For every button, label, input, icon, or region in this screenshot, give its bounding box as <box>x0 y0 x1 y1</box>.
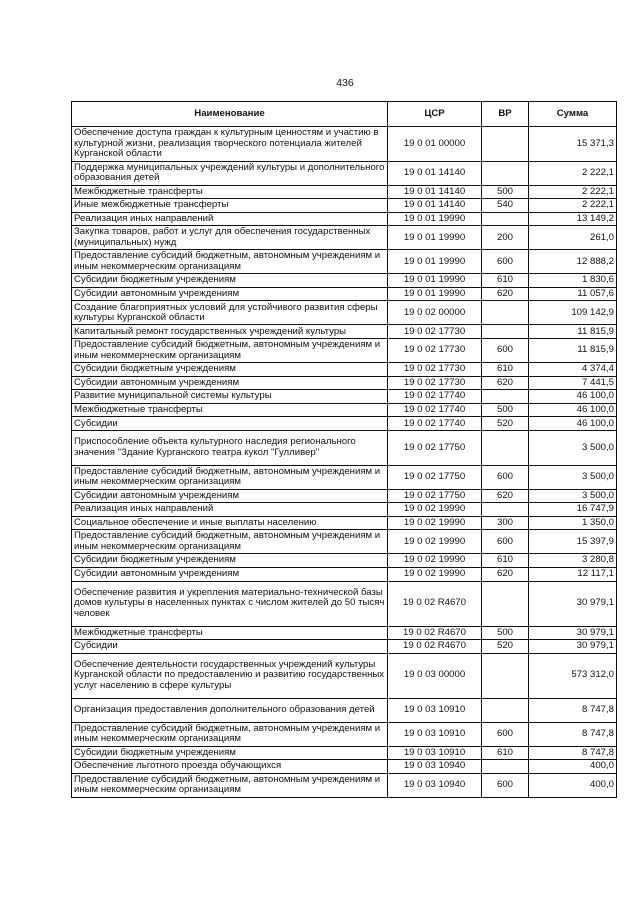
cell-name: Межбюджетные трансферты <box>72 403 388 417</box>
cell-sum: 15 371,3 <box>529 127 617 162</box>
header-csr: ЦСР <box>388 102 482 127</box>
cell-csr: 19 0 01 19990 <box>388 287 482 301</box>
cell-sum: 16 747,9 <box>529 503 617 517</box>
cell-sum: 13 149,2 <box>529 212 617 226</box>
cell-sum: 4 374,4 <box>529 363 617 377</box>
cell-sum: 3 280,8 <box>529 554 617 568</box>
table-row <box>72 640 617 654</box>
cell-csr: 19 0 02 19990 <box>388 554 482 568</box>
cell-sum: 30 979,1 <box>529 581 617 626</box>
cell-vr: 500 <box>482 626 529 640</box>
cell-vr: 600 <box>482 722 529 746</box>
table-row <box>72 390 617 404</box>
cell-vr: 600 <box>482 250 529 274</box>
table-row <box>72 376 617 390</box>
table-row <box>72 339 617 363</box>
cell-name: Социальное обеспечение и иные выплаты населению <box>72 516 388 530</box>
cell-csr: 19 0 02 17750 <box>388 465 482 489</box>
cell-name: Приспособление объекта культурного наследия регионального значения "Здание Курганского театра кукол "Гулливер" <box>72 431 388 466</box>
cell-csr: 19 0 03 10940 <box>388 773 482 797</box>
table-row <box>72 581 617 626</box>
table-row <box>72 301 617 325</box>
cell-vr: 540 <box>482 199 529 213</box>
table-row <box>72 212 617 226</box>
table-row <box>72 417 617 431</box>
cell-name: Организация предоставления дополнительного образования детей <box>72 698 388 722</box>
cell-csr: 19 0 02 19990 <box>388 567 482 581</box>
cell-sum: 11 815,9 <box>529 339 617 363</box>
cell-vr: 600 <box>482 773 529 797</box>
cell-name: Субсидии бюджетным учреждениям <box>72 274 388 288</box>
table-row <box>72 626 617 640</box>
cell-sum: 2 222,1 <box>529 199 617 213</box>
cell-vr <box>482 698 529 722</box>
cell-vr <box>482 161 529 185</box>
cell-vr: 620 <box>482 489 529 503</box>
cell-vr: 610 <box>482 746 529 760</box>
cell-name: Субсидии <box>72 417 388 431</box>
cell-csr: 19 0 02 17740 <box>388 403 482 417</box>
table-row <box>72 653 617 698</box>
cell-name: Обеспечение льготного проезда обучающихся <box>72 760 388 774</box>
table-row <box>72 760 617 774</box>
cell-vr: 520 <box>482 640 529 654</box>
header-sum: Сумма <box>529 102 617 127</box>
cell-vr: 620 <box>482 567 529 581</box>
cell-vr <box>482 390 529 404</box>
cell-name: Субсидии автономным учреждениям <box>72 567 388 581</box>
cell-csr: 19 0 03 10910 <box>388 746 482 760</box>
cell-sum: 8 747,8 <box>529 746 617 760</box>
cell-csr: 19 0 03 10910 <box>388 722 482 746</box>
table-row <box>72 250 617 274</box>
cell-csr: 19 0 02 17730 <box>388 325 482 339</box>
cell-name: Межбюджетные трансферты <box>72 626 388 640</box>
header-row <box>72 102 617 127</box>
cell-name: Предоставление субсидий бюджетным, автономным учреждениям и иным некоммерческим организациям <box>72 773 388 797</box>
cell-csr: 19 0 01 14140 <box>388 185 482 199</box>
cell-sum: 400,0 <box>529 760 617 774</box>
cell-name: Иные межбюджетные трансферты <box>72 199 388 213</box>
cell-csr: 19 0 02 00000 <box>388 301 482 325</box>
cell-vr <box>482 127 529 162</box>
cell-sum: 400,0 <box>529 773 617 797</box>
cell-name: Межбюджетные трансферты <box>72 185 388 199</box>
cell-sum: 12 117,1 <box>529 567 617 581</box>
cell-name: Предоставление субсидий бюджетным, автономным учреждениям и иным некоммерческим организациям <box>72 722 388 746</box>
cell-csr: 19 0 01 14140 <box>388 199 482 213</box>
cell-sum: 3 500,0 <box>529 431 617 466</box>
cell-sum: 1 350,0 <box>529 516 617 530</box>
cell-name: Обеспечение доступа граждан к культурным ценностям и участию в культурной жизни, реализация творческого потенциала жителей Курганской области <box>72 127 388 162</box>
cell-sum: 11 815,9 <box>529 325 617 339</box>
cell-sum: 11 057,6 <box>529 287 617 301</box>
table-row <box>72 226 617 250</box>
cell-sum: 3 500,0 <box>529 465 617 489</box>
table-row <box>72 516 617 530</box>
table-body <box>72 127 617 798</box>
cell-csr: 19 0 02 19990 <box>388 503 482 517</box>
cell-vr: 500 <box>482 403 529 417</box>
cell-name: Субсидии бюджетным учреждениям <box>72 746 388 760</box>
cell-name: Субсидии автономным учреждениям <box>72 287 388 301</box>
cell-vr <box>482 301 529 325</box>
cell-sum: 1 830,6 <box>529 274 617 288</box>
cell-vr <box>482 325 529 339</box>
cell-name: Поддержка муниципальных учреждений культуры и дополнительного образования детей <box>72 161 388 185</box>
table-row <box>72 554 617 568</box>
cell-name: Реализация иных направлений <box>72 503 388 517</box>
cell-name: Субсидии автономным учреждениям <box>72 376 388 390</box>
table-row <box>72 127 617 162</box>
table-row <box>72 431 617 466</box>
cell-csr: 19 0 02 17730 <box>388 376 482 390</box>
cell-vr: 300 <box>482 516 529 530</box>
table-header <box>72 102 617 127</box>
cell-vr: 610 <box>482 554 529 568</box>
cell-csr: 19 0 02 17740 <box>388 417 482 431</box>
cell-name: Субсидии бюджетным учреждениям <box>72 363 388 377</box>
cell-csr: 19 0 02 17750 <box>388 489 482 503</box>
cell-sum: 15 397,9 <box>529 530 617 554</box>
cell-csr: 19 0 03 10940 <box>388 760 482 774</box>
cell-vr <box>482 431 529 466</box>
page-number: 436 <box>336 77 354 89</box>
cell-sum: 261,0 <box>529 226 617 250</box>
cell-csr: 19 0 01 19990 <box>388 274 482 288</box>
cell-vr <box>482 212 529 226</box>
cell-sum: 30 979,1 <box>529 640 617 654</box>
cell-sum: 109 142,9 <box>529 301 617 325</box>
cell-vr: 600 <box>482 339 529 363</box>
cell-vr: 620 <box>482 376 529 390</box>
cell-name: Развитие муниципальной системы культуры <box>72 390 388 404</box>
table-row <box>72 530 617 554</box>
table-row <box>72 287 617 301</box>
cell-csr: 19 0 01 19990 <box>388 226 482 250</box>
cell-sum: 2 222,1 <box>529 185 617 199</box>
table-row <box>72 325 617 339</box>
cell-csr: 19 0 01 19990 <box>388 212 482 226</box>
cell-vr: 520 <box>482 417 529 431</box>
table-row <box>72 363 617 377</box>
cell-csr: 19 0 02 R4670 <box>388 626 482 640</box>
table-row <box>72 465 617 489</box>
cell-csr: 19 0 02 17750 <box>388 431 482 466</box>
cell-csr: 19 0 02 R4670 <box>388 581 482 626</box>
cell-name: Предоставление субсидий бюджетным, автономным учреждениям и иным некоммерческим организациям <box>72 465 388 489</box>
cell-csr: 19 0 02 17730 <box>388 339 482 363</box>
cell-name: Капитальный ремонт государственных учреждений культуры <box>72 325 388 339</box>
table-row <box>72 199 617 213</box>
cell-vr: 600 <box>482 465 529 489</box>
cell-sum: 46 100,0 <box>529 417 617 431</box>
cell-vr: 500 <box>482 185 529 199</box>
table-row <box>72 698 617 722</box>
cell-vr <box>482 653 529 698</box>
cell-name: Предоставление субсидий бюджетным, автономным учреждениям и иным некоммерческим организациям <box>72 339 388 363</box>
cell-vr <box>482 760 529 774</box>
cell-csr: 19 0 02 19990 <box>388 530 482 554</box>
table-row <box>72 773 617 797</box>
cell-name: Обеспечение развития и укрепления материально-технической базы домов культуры в населенных пунктах с числом жителей до 50 тысяч человек <box>72 581 388 626</box>
cell-vr: 600 <box>482 530 529 554</box>
cell-csr: 19 0 01 19990 <box>388 250 482 274</box>
table-row <box>72 489 617 503</box>
cell-sum: 8 747,8 <box>529 722 617 746</box>
table-row <box>72 567 617 581</box>
cell-csr: 19 0 02 19990 <box>388 516 482 530</box>
header-vr: ВР <box>482 102 529 127</box>
cell-sum: 3 500,0 <box>529 489 617 503</box>
table-row <box>72 746 617 760</box>
cell-name: Создание благоприятных условий для устойчивого развития сферы культуры Курганской области <box>72 301 388 325</box>
cell-vr: 200 <box>482 226 529 250</box>
cell-csr: 19 0 02 17730 <box>388 363 482 377</box>
cell-csr: 19 0 03 00000 <box>388 653 482 698</box>
cell-csr: 19 0 03 10910 <box>388 698 482 722</box>
cell-name: Предоставление субсидий бюджетным, автономным учреждениям и иным некоммерческим организациям <box>72 250 388 274</box>
table-row <box>72 274 617 288</box>
cell-name: Субсидии автономным учреждениям <box>72 489 388 503</box>
table-row <box>72 722 617 746</box>
header-name: Наименование <box>72 102 388 127</box>
cell-csr: 19 0 02 R4670 <box>388 640 482 654</box>
table-row <box>72 161 617 185</box>
table-row <box>72 403 617 417</box>
cell-sum: 7 441,5 <box>529 376 617 390</box>
cell-csr: 19 0 02 17740 <box>388 390 482 404</box>
cell-csr: 19 0 01 14140 <box>388 161 482 185</box>
cell-name: Закупка товаров, работ и услуг для обеспечения государственных (муниципальных) нужд <box>72 226 388 250</box>
cell-sum: 2 222,1 <box>529 161 617 185</box>
cell-vr <box>482 503 529 517</box>
cell-vr <box>482 581 529 626</box>
cell-vr: 620 <box>482 287 529 301</box>
table-row <box>72 185 617 199</box>
cell-sum: 30 979,1 <box>529 626 617 640</box>
cell-vr: 610 <box>482 274 529 288</box>
cell-sum: 46 100,0 <box>529 390 617 404</box>
cell-vr: 610 <box>482 363 529 377</box>
cell-name: Обеспечение деятельности государственных учреждений культуры Курганской области по предоставлению и развитию государственных услуг населению в сфере культуры <box>72 653 388 698</box>
cell-csr: 19 0 01 00000 <box>388 127 482 162</box>
cell-name: Реализация иных направлений <box>72 212 388 226</box>
cell-name: Субсидии <box>72 640 388 654</box>
table-row <box>72 503 617 517</box>
cell-sum: 46 100,0 <box>529 403 617 417</box>
cell-name: Предоставление субсидий бюджетным, автономным учреждениям и иным некоммерческим организациям <box>72 530 388 554</box>
cell-sum: 12 888,2 <box>529 250 617 274</box>
budget-table <box>71 101 617 798</box>
cell-name: Субсидии бюджетным учреждениям <box>72 554 388 568</box>
cell-sum: 573 312,0 <box>529 653 617 698</box>
cell-sum: 8 747,8 <box>529 698 617 722</box>
